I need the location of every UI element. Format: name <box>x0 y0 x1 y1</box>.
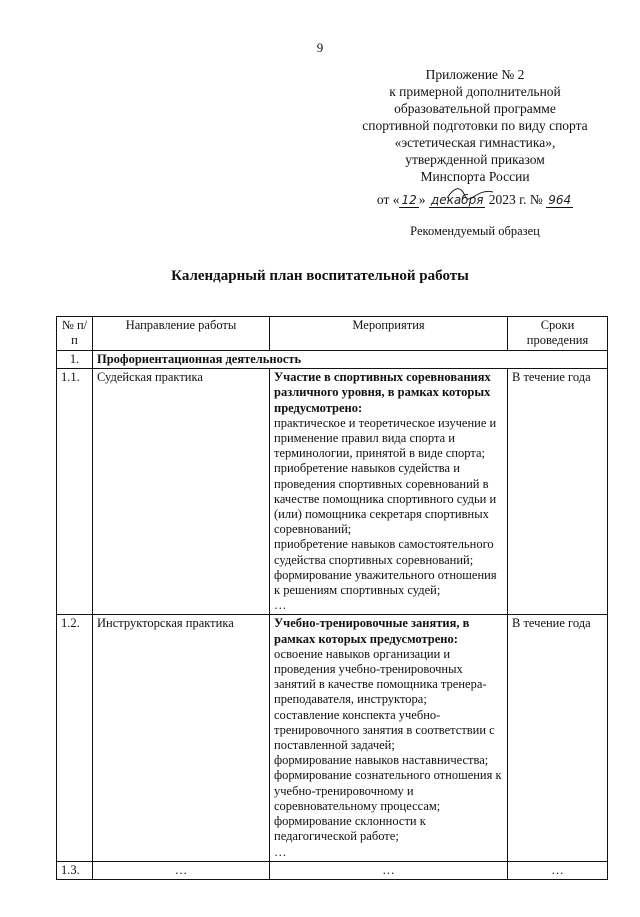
row-direction: … <box>93 861 270 879</box>
activity-item: освоение навыков организации и проведения учебно-тренировочных занятий в качестве помощника тренера-преподавателя, инструктора; <box>274 646 487 707</box>
appendix-line: образовательной программе <box>394 101 556 116</box>
order-mid: » <box>418 192 426 207</box>
row-activities: … <box>270 861 508 879</box>
activity-item: приобретение навыков судейства и проведения спортивных соревнований в качестве помощника спортивного судьи и (или) помощника секретаря спортивных соревнований; <box>274 461 497 537</box>
activity-item: формирование уважительного отношения к решениям спортивных судей; <box>274 567 497 598</box>
header-direction: Направление работы <box>93 317 270 351</box>
activity-item: формирование сознательного отношения к учебно-тренировочному и соревновательному процессам; <box>274 768 502 813</box>
table-row <box>57 615 608 861</box>
activity-item: формирование навыков наставничества; <box>274 753 489 768</box>
row-direction: Судейская практика <box>93 369 270 615</box>
row-num: 1.3. <box>57 861 93 879</box>
section-row <box>57 351 608 369</box>
section-num: 1. <box>57 351 93 369</box>
plan-table <box>56 316 608 880</box>
activity-item: … <box>274 844 287 859</box>
header-activities: Мероприятия <box>270 317 508 351</box>
appendix-line: утвержденной приказом <box>405 152 545 167</box>
row-activities <box>270 615 508 861</box>
order-day: 12 <box>401 193 417 207</box>
appendix-line: Минспорта России <box>420 169 530 184</box>
order-month: декабря <box>430 193 484 207</box>
header-terms: Сроки проведения <box>508 317 608 351</box>
activity-item: практическое и теоретическое изучение и применение правил вида спорта и терминологии, принятой в виде спорта; <box>274 415 497 461</box>
activity-item: … <box>274 598 287 613</box>
appendix-line: к примерной дополнительной <box>389 84 561 99</box>
row-direction: Инструкторская практика <box>93 615 270 861</box>
row-term: В течение года <box>508 369 608 615</box>
row-num: 1.1. <box>57 369 93 615</box>
row-num: 1.2. <box>57 615 93 861</box>
page-title: Календарный план воспитательной работы <box>171 268 469 284</box>
order-year: 2023 г. № <box>488 192 543 207</box>
sample-label: Рекомендуемый образец <box>410 224 540 238</box>
activity-item: составление конспекта учебно-тренировочного занятия в соответствии с поставленной задачей; <box>274 707 495 753</box>
table-header-row <box>57 317 608 351</box>
header-num: № п/п <box>57 317 93 351</box>
activity-heading: Учебно-тренировочные занятия, в рамках которых предусмотрено: <box>274 616 470 646</box>
appendix-line: Приложение № 2 <box>425 67 525 82</box>
row-term: В течение года <box>508 615 608 861</box>
row-activities <box>270 369 508 615</box>
order-number: 964 <box>548 193 572 207</box>
row-term: … <box>508 861 608 879</box>
activity-heading: Участие в спортивных соревнованиях различного уровня, в рамках которых предусмотрено: <box>274 370 491 415</box>
appendix-line: «эстетическая гимнастика», <box>394 135 556 150</box>
table-row <box>57 369 608 615</box>
table-row <box>57 861 608 879</box>
appendix-block <box>340 66 610 185</box>
order-line <box>340 192 610 208</box>
page-number: 9 <box>316 40 324 55</box>
activity-item: формирование склонности к педагогической работе; <box>274 814 426 844</box>
order-prefix: от « <box>376 192 400 207</box>
activity-item: приобретение навыков самостоятельного судейства спортивных соревнований; <box>274 537 494 567</box>
appendix-line: спортивной подготовки по виду спорта <box>362 118 588 133</box>
section-title: Профориентационная деятельность <box>93 351 608 369</box>
